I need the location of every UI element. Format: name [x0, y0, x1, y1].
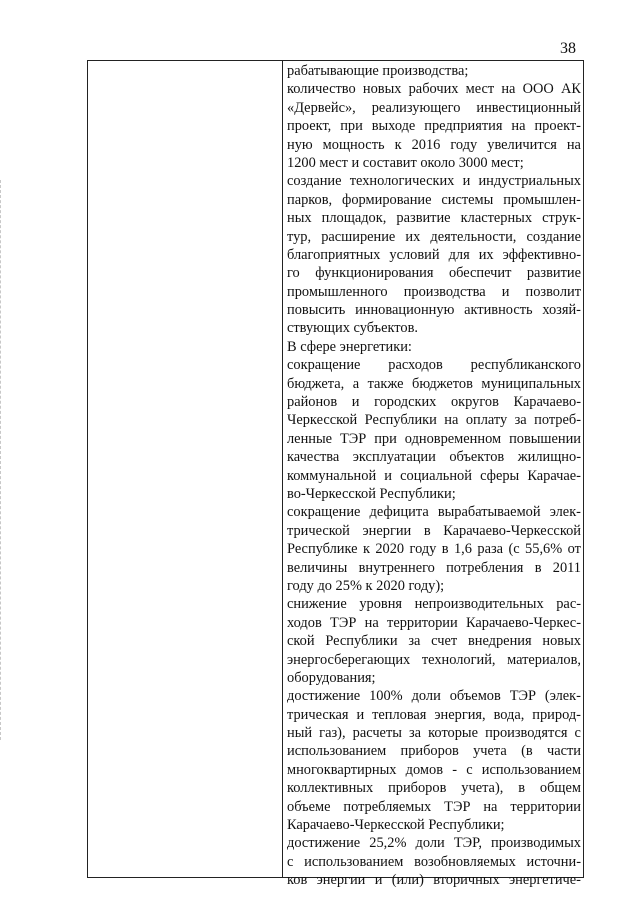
text-line: многоквартирных домов - с использованием: [287, 761, 581, 778]
text-line: снижение уровня непроизводительных рас-: [287, 596, 581, 613]
text-line: создание технологических и индустриальных: [287, 173, 581, 190]
text-line: ных площадок, развитие кластерных струк-: [287, 210, 581, 227]
text-line: использованием приборов учета (в части: [287, 743, 581, 760]
text-line: тур, расширение их деятельности, создание: [287, 228, 581, 245]
text-line: благоприятных условий для их эффективно-: [287, 246, 581, 263]
text-line: энергосберегающих технологий, материалов,: [287, 651, 581, 668]
text-line: ленные ТЭР при одновременном повышении: [287, 430, 581, 447]
text-line: во-Черкесской Республики;: [287, 485, 456, 502]
text-line: проект, при выходе предприятия на проект-: [287, 118, 581, 135]
right-column-text: [287, 62, 581, 890]
text-line: бюджета, а также бюджетов муниципальных: [287, 375, 581, 392]
scan-edge-marks: [0, 180, 7, 740]
text-line: ствующих субъектов.: [287, 320, 418, 337]
text-line: ную мощность к 2016 году увеличится на: [287, 136, 581, 153]
page-number: 38: [560, 40, 576, 57]
text-line: оборудования;: [287, 669, 376, 686]
text-line: ходов ТЭР на территории Карачаево-Черкес-: [287, 614, 581, 631]
text-line: трическая и тепловая энергия, вода, природ-: [287, 706, 581, 723]
text-line: достижение 100% доли объемов ТЭР (элек-: [287, 688, 581, 705]
text-line: ской Республики за счет внедрения новых: [287, 633, 581, 650]
text-line: промышленного производства и позволит: [287, 283, 581, 300]
text-line: Карачаево-Черкесской Республики;: [287, 817, 505, 834]
text-line: сокращение дефицита вырабатываемой элек-: [287, 504, 581, 521]
text-line: величины внутреннего потребления в 2011: [287, 559, 581, 576]
text-line: достижение 25,2% доли ТЭР, производимых: [287, 835, 581, 852]
text-line: трической энергии в Карачаево-Черкесской: [287, 522, 581, 539]
text-line: «Дервейс», реализующего инвестиционный: [287, 99, 581, 116]
text-line: 1200 мест и составит около 3000 мест;: [287, 154, 524, 171]
text-line: парков, формирование системы промышлен-: [287, 191, 581, 208]
text-line: количество новых рабочих мест на ООО АК: [287, 81, 581, 98]
text-line: повысить инновационную активность хозяй-: [287, 302, 581, 319]
text-line: объеме потребляемых ТЭР на территории: [287, 798, 581, 815]
text-line: районов и городских округов Карачаево-: [287, 394, 581, 411]
text-line: коммунальной и социальной сферы Карачае-: [287, 467, 581, 484]
text-line: коллективных приборов учета), в общем: [287, 780, 581, 797]
column-divider: [282, 61, 283, 877]
text-line: го функционирования обеспечит развитие: [287, 265, 581, 282]
text-line: В сфере энергетики:: [287, 338, 412, 355]
text-line: году до 25% к 2020 году);: [287, 577, 445, 594]
text-line: сокращение расходов республиканского: [287, 357, 581, 374]
text-line: Республике к 2020 году в 1,6 раза (с 55,6% от: [287, 541, 581, 558]
text-line: Черкесской Республики на оплату за потреб-: [287, 412, 581, 429]
text-line: ков энергии и (или) вторичных энергетиче-: [287, 872, 581, 889]
text-line: качества эксплуатации объектов жилищно-: [287, 449, 581, 466]
text-line: с использованием возобновляемых источни-: [287, 853, 581, 870]
text-line: рабатывающие производства;: [287, 63, 469, 79]
document-table: [87, 60, 584, 889]
text-line: ный газ), расчеты за которые производятся с: [287, 725, 581, 742]
